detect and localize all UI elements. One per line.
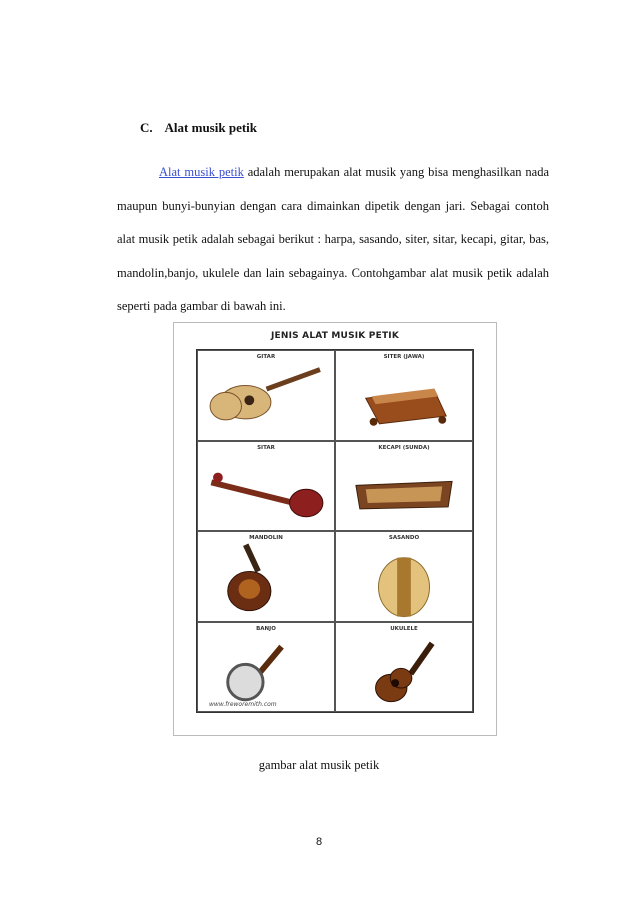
instruments-figure: [173, 322, 497, 736]
section-heading: [140, 120, 257, 136]
banjo-icon: [198, 633, 334, 712]
cell-label: GITAR: [256, 354, 276, 360]
page-number: 8: [315, 836, 323, 848]
sitar-icon: [198, 452, 334, 531]
mandolin-icon: [198, 542, 334, 621]
siter-icon: [336, 361, 472, 440]
cell-banjo: [197, 622, 335, 713]
section-title: Alat musik petik: [164, 120, 258, 135]
cell-sasando: [335, 531, 473, 622]
figure-title: JENIS ALAT MUSIK PETIK: [270, 331, 400, 341]
cell-mandolin: [197, 531, 335, 622]
alat-musik-petik-link[interactable]: Alat musik petik: [159, 165, 244, 179]
cell-sitar: [197, 441, 335, 532]
cell-kecapi: [335, 441, 473, 532]
sasando-icon: [336, 542, 472, 621]
body-paragraph: [117, 156, 549, 324]
cell-siter: [335, 350, 473, 441]
section-number: C.: [140, 120, 153, 135]
cell-label: BANJO: [256, 625, 276, 632]
guitar-icon: [198, 361, 334, 440]
cell-label: MANDOLIN: [249, 535, 283, 541]
cell-ukulele: [335, 622, 473, 713]
cell-label: SITER (JAWA): [383, 354, 425, 360]
instrument-grid: [196, 349, 474, 713]
ukulele-icon: [336, 633, 472, 712]
figure-watermark: www.freworemith.com: [209, 701, 277, 708]
figure-caption: gambar alat musik petik: [258, 758, 380, 772]
kecapi-icon: [336, 452, 472, 531]
cell-label: SITAR: [257, 444, 275, 451]
cell-label: UKULELE: [390, 625, 418, 632]
cell-label: KECAPI (SUNDA): [378, 444, 430, 451]
cell-label: SASANDO: [388, 535, 420, 541]
paragraph-text: adalah merupakan alat musik yang bisa menghasilkan nada maupun bunyi-bunyian dengan cara dimainkan dipetik dengan jari. Sebagai contoh alat musik petik adalah sebagai berikut : harpa, sasando, siter, sitar, kecapi, gitar, bas, mandolin,banjo, ukulele dan lain sebagainya. Contohgambar alat musik petik adalah seperti pada gambar di bawah ini.: [117, 165, 550, 313]
cell-gitar: [197, 350, 335, 441]
